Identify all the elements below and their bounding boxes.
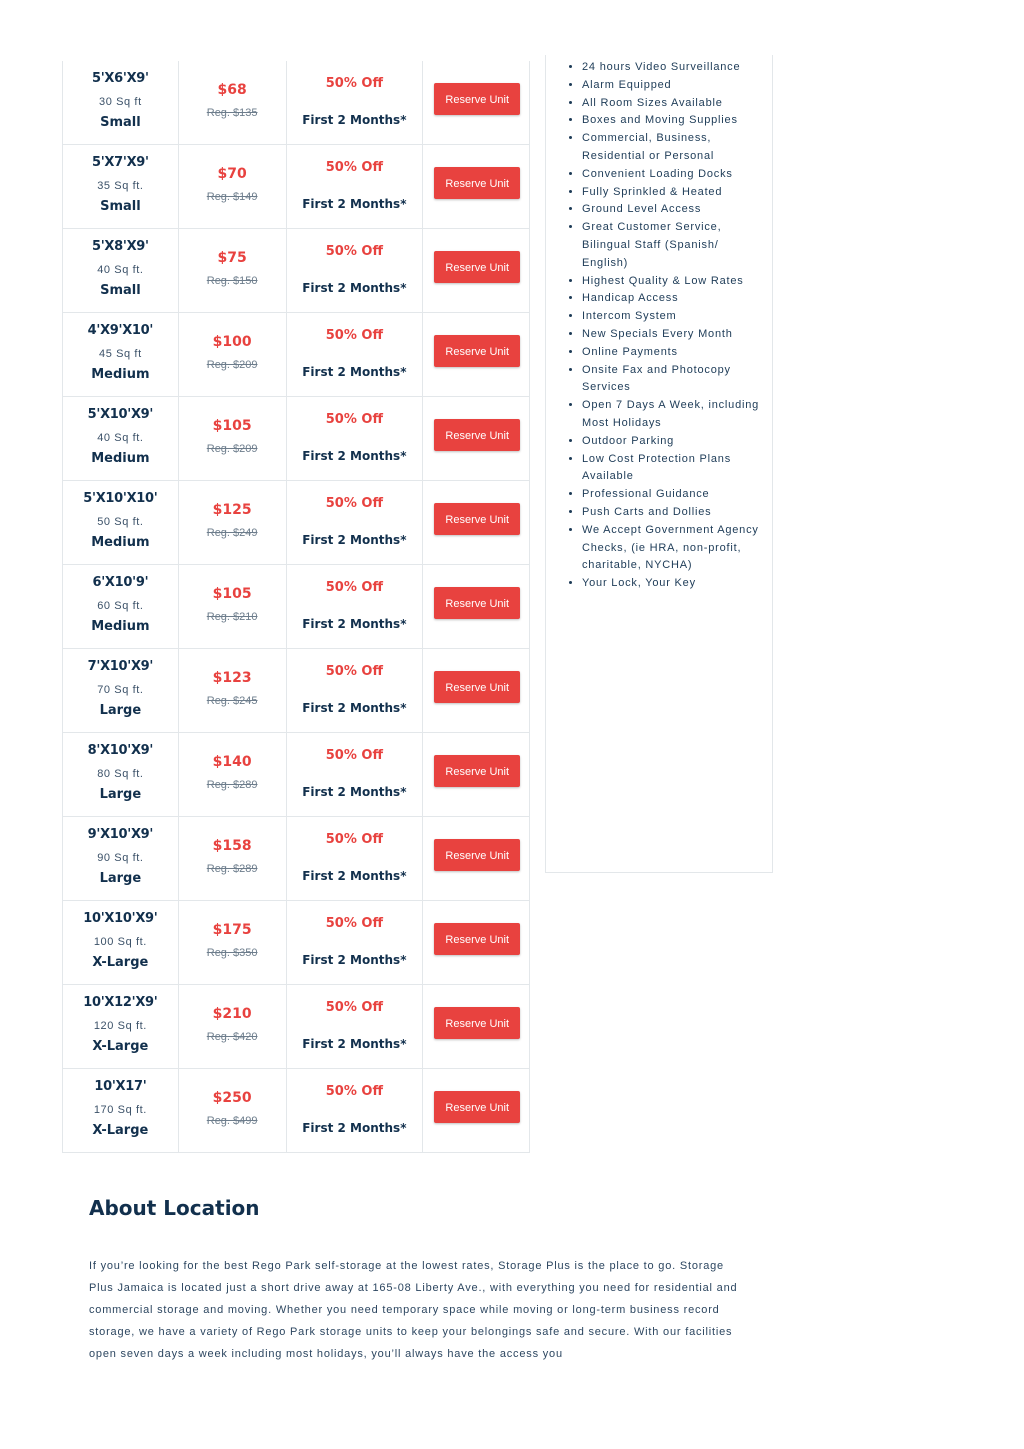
unit-size-cell <box>63 397 179 480</box>
unit-price: $105 <box>212 586 252 602</box>
unit-size-cell <box>63 481 179 564</box>
unit-category: Large <box>99 871 142 886</box>
unit-dimensions: 4'X9'X10' <box>87 323 154 338</box>
unit-promo-cell <box>287 985 424 1068</box>
unit-price: $125 <box>212 502 252 518</box>
feature-item: • Onsite Fax and Photocopy Services <box>582 362 772 398</box>
feature-item: • Professional Guidance <box>582 486 772 504</box>
unit-promo-duration: First 2 Months* <box>302 365 407 379</box>
unit-square-feet: 35 Sq ft. <box>97 180 144 192</box>
unit-dimensions: 7'X10'X9' <box>87 659 154 674</box>
unit-row <box>62 649 530 733</box>
feature-item: • Low Cost Protection Plans Available <box>582 451 772 487</box>
unit-price: $70 <box>217 166 247 182</box>
reserve-unit-button[interactable]: Reserve Unit <box>434 839 520 871</box>
unit-row <box>62 733 530 817</box>
unit-promo-cell <box>287 817 424 900</box>
unit-row <box>62 229 530 313</box>
unit-promo-duration: First 2 Months* <box>302 449 407 463</box>
unit-discount: 50% Off <box>325 916 383 931</box>
unit-price-cell <box>179 733 287 816</box>
unit-square-feet: 100 Sq ft. <box>93 936 147 948</box>
unit-action-cell <box>423 901 530 984</box>
feature-item: • Open 7 Days A Week, including Most Holidays <box>582 397 772 433</box>
unit-discount: 50% Off <box>325 1000 383 1015</box>
unit-size-cell <box>63 229 179 312</box>
unit-action-cell <box>423 397 530 480</box>
unit-size-cell <box>63 817 179 900</box>
unit-price-cell <box>179 565 287 648</box>
about-text: If you’re looking for the best Rego Park self-storage at the lowest rates, Storage Plus is the place to go. Storage Plus Jamaica is located just a short drive away at 165-08 Liberty Ave., with everything you need for residential and commercial storage and moving. Whether you need temporary space while moving or long-term business record storage, we have a variety of Rego Park storage units to keep your belongings safe and secure. With our facilities open seven days a week including most holidays, you’ll always have the access you <box>89 1260 738 1360</box>
features-panel <box>545 55 773 873</box>
unit-category: Large <box>99 787 142 802</box>
unit-square-feet: 40 Sq ft. <box>97 432 144 444</box>
unit-promo-cell <box>287 313 424 396</box>
unit-square-feet: 170 Sq ft. <box>93 1104 147 1116</box>
unit-size-cell <box>63 313 179 396</box>
unit-row <box>62 145 530 229</box>
unit-action-cell <box>423 313 530 396</box>
unit-promo-duration: First 2 Months* <box>302 701 407 715</box>
unit-price: $175 <box>212 922 252 938</box>
unit-row <box>62 397 530 481</box>
unit-action-cell <box>423 481 530 564</box>
unit-promo-duration: First 2 Months* <box>302 617 407 631</box>
unit-category: X-Large <box>92 1039 149 1054</box>
unit-size-cell <box>63 1069 179 1152</box>
unit-dimensions: 5'X6'X9' <box>92 71 149 86</box>
unit-dimensions: 6'X10'9' <box>92 575 149 590</box>
unit-category: X-Large <box>92 1123 149 1138</box>
unit-action-cell <box>423 985 530 1068</box>
unit-price: $100 <box>212 334 252 350</box>
unit-row <box>62 565 530 649</box>
unit-square-feet: 80 Sq ft. <box>97 768 144 780</box>
unit-price-cell <box>179 229 287 312</box>
unit-promo-cell <box>287 481 424 564</box>
unit-price: $158 <box>212 838 252 854</box>
unit-promo-cell <box>287 565 424 648</box>
unit-square-feet: 60 Sq ft. <box>97 600 144 612</box>
unit-price: $68 <box>217 82 247 98</box>
unit-size-cell <box>63 145 179 228</box>
unit-size-cell <box>63 565 179 648</box>
unit-square-feet: 70 Sq ft. <box>97 684 144 696</box>
feature-item: • Alarm Equipped <box>582 77 772 95</box>
unit-action-cell <box>423 733 530 816</box>
unit-action-cell <box>423 565 530 648</box>
unit-square-feet: 45 Sq ft <box>99 348 142 360</box>
feature-item: • Convenient Loading Docks <box>582 166 772 184</box>
unit-promo-duration: First 2 Months* <box>302 197 407 211</box>
unit-row <box>62 481 530 565</box>
unit-promo-duration: First 2 Months* <box>302 1121 407 1135</box>
unit-promo-cell <box>287 229 424 312</box>
feature-item: • Outdoor Parking <box>582 433 772 451</box>
feature-item: • Your Lock, Your Key <box>582 575 772 593</box>
unit-regular-price: Reg. $150 <box>206 275 258 287</box>
unit-row <box>62 61 530 145</box>
unit-category: Small <box>100 115 141 130</box>
unit-promo-duration: First 2 Months* <box>302 1037 407 1051</box>
unit-square-feet: 40 Sq ft. <box>97 264 144 276</box>
reserve-unit-button[interactable]: Reserve Unit <box>434 419 520 451</box>
unit-row <box>62 985 530 1069</box>
unit-category: Small <box>100 199 141 214</box>
unit-square-feet: 90 Sq ft. <box>97 852 144 864</box>
feature-item: • Handicap Access <box>582 290 772 308</box>
unit-square-feet: 120 Sq ft. <box>93 1020 147 1032</box>
unit-dimensions: 5'X10'X10' <box>83 491 158 506</box>
unit-category: X-Large <box>92 955 149 970</box>
reserve-unit-button[interactable]: Reserve Unit <box>434 167 520 199</box>
unit-action-cell <box>423 649 530 732</box>
unit-category: Medium <box>91 535 150 550</box>
reserve-unit-button[interactable]: Reserve Unit <box>434 587 520 619</box>
unit-discount: 50% Off <box>325 664 383 679</box>
unit-discount: 50% Off <box>325 328 383 343</box>
unit-promo-duration: First 2 Months* <box>302 281 407 295</box>
unit-action-cell <box>423 145 530 228</box>
unit-promo-cell <box>287 61 424 144</box>
units-table <box>62 61 530 1153</box>
reserve-unit-button[interactable]: Reserve Unit <box>434 1091 520 1123</box>
unit-action-cell <box>423 61 530 144</box>
unit-regular-price: Reg. $249 <box>206 527 258 539</box>
feature-item: • New Specials Every Month <box>582 326 772 344</box>
unit-price-cell <box>179 145 287 228</box>
unit-discount: 50% Off <box>325 76 383 91</box>
unit-size-cell <box>63 733 179 816</box>
unit-price: $105 <box>212 418 252 434</box>
unit-action-cell <box>423 1069 530 1152</box>
unit-price: $75 <box>217 250 247 266</box>
feature-item: • We Accept Government Agency Checks, (ie HRA, non-profit, charitable, NYCHA) <box>582 522 772 575</box>
unit-square-feet: 30 Sq ft <box>99 96 142 108</box>
unit-dimensions: 10'X12'X9' <box>83 995 158 1010</box>
unit-dimensions: 10'X10'X9' <box>83 911 158 926</box>
reserve-unit-button[interactable]: Reserve Unit <box>434 923 520 955</box>
unit-price: $210 <box>212 1006 252 1022</box>
unit-category: Medium <box>91 619 150 634</box>
unit-row <box>62 313 530 397</box>
unit-price: $140 <box>212 754 252 770</box>
unit-regular-price: Reg. $149 <box>206 191 258 203</box>
unit-size-cell <box>63 61 179 144</box>
unit-regular-price: Reg. $135 <box>206 107 258 119</box>
unit-price-cell <box>179 649 287 732</box>
feature-item: • Fully Sprinkled & Heated <box>582 184 772 202</box>
unit-regular-price: Reg. $210 <box>206 611 258 623</box>
unit-price-cell <box>179 901 287 984</box>
unit-category: Small <box>100 283 141 298</box>
unit-action-cell <box>423 817 530 900</box>
unit-regular-price: Reg. $209 <box>206 443 258 455</box>
unit-price-cell <box>179 313 287 396</box>
reserve-unit-button[interactable]: Reserve Unit <box>434 83 520 115</box>
unit-size-cell <box>63 985 179 1068</box>
unit-dimensions: 5'X8'X9' <box>92 239 149 254</box>
feature-item: • Online Payments <box>582 344 772 362</box>
unit-size-cell <box>63 901 179 984</box>
unit-regular-price: Reg. $289 <box>206 863 258 875</box>
unit-price-cell <box>179 481 287 564</box>
unit-regular-price: Reg. $350 <box>206 947 258 959</box>
unit-regular-price: Reg. $420 <box>206 1031 258 1043</box>
unit-square-feet: 50 Sq ft. <box>97 516 144 528</box>
unit-regular-price: Reg. $289 <box>206 779 258 791</box>
feature-item: • 24 hours Video Surveillance <box>582 59 772 77</box>
features-list <box>546 55 772 593</box>
unit-price-cell <box>179 1069 287 1152</box>
unit-regular-price: Reg. $245 <box>206 695 258 707</box>
unit-dimensions: 9'X10'X9' <box>87 827 154 842</box>
about-title: About Location <box>89 1196 260 1220</box>
feature-item: • Great Customer Service, Bilingual Staff (Spanish/ English) <box>582 219 772 272</box>
unit-discount: 50% Off <box>325 580 383 595</box>
unit-category: Medium <box>91 451 150 466</box>
unit-dimensions: 5'X7'X9' <box>92 155 149 170</box>
feature-item: • Commercial, Business, Residential or Personal <box>582 130 772 166</box>
reserve-unit-button[interactable]: Reserve Unit <box>434 1007 520 1039</box>
feature-item: • Boxes and Moving Supplies <box>582 112 772 130</box>
unit-price-cell <box>179 61 287 144</box>
unit-promo-cell <box>287 901 424 984</box>
unit-price: $250 <box>212 1090 252 1106</box>
unit-promo-cell <box>287 1069 424 1152</box>
unit-size-cell <box>63 649 179 732</box>
feature-item: • All Room Sizes Available <box>582 95 772 113</box>
unit-discount: 50% Off <box>325 748 383 763</box>
unit-promo-duration: First 2 Months* <box>302 113 407 127</box>
unit-promo-duration: First 2 Months* <box>302 953 407 967</box>
unit-promo-cell <box>287 145 424 228</box>
unit-promo-duration: First 2 Months* <box>302 785 407 799</box>
unit-row <box>62 901 530 985</box>
unit-discount: 50% Off <box>325 412 383 427</box>
unit-promo-duration: First 2 Months* <box>302 533 407 547</box>
feature-item: • Highest Quality & Low Rates <box>582 273 772 291</box>
unit-promo-duration: First 2 Months* <box>302 869 407 883</box>
unit-regular-price: Reg. $209 <box>206 359 258 371</box>
feature-item: • Push Carts and Dollies <box>582 504 772 522</box>
unit-discount: 50% Off <box>325 832 383 847</box>
unit-category: Large <box>99 703 142 718</box>
unit-promo-cell <box>287 397 424 480</box>
reserve-unit-button[interactable]: Reserve Unit <box>434 251 520 283</box>
unit-discount: 50% Off <box>325 1084 383 1099</box>
unit-promo-cell <box>287 733 424 816</box>
unit-dimensions: 5'X10'X9' <box>87 407 154 422</box>
unit-discount: 50% Off <box>325 160 383 175</box>
unit-price-cell <box>179 397 287 480</box>
unit-action-cell <box>423 229 530 312</box>
unit-dimensions: 10'X17' <box>94 1079 147 1094</box>
reserve-unit-button[interactable]: Reserve Unit <box>434 335 520 367</box>
unit-row <box>62 817 530 901</box>
unit-price: $123 <box>212 670 252 686</box>
unit-discount: 50% Off <box>325 496 383 511</box>
unit-regular-price: Reg. $499 <box>206 1115 258 1127</box>
unit-dimensions: 8'X10'X9' <box>87 743 154 758</box>
unit-promo-cell <box>287 649 424 732</box>
feature-item: • Intercom System <box>582 308 772 326</box>
reserve-unit-button[interactable]: Reserve Unit <box>434 671 520 703</box>
unit-price-cell <box>179 817 287 900</box>
unit-category: Medium <box>91 367 150 382</box>
unit-discount: 50% Off <box>325 244 383 259</box>
unit-price-cell <box>179 985 287 1068</box>
reserve-unit-button[interactable]: Reserve Unit <box>434 755 520 787</box>
feature-item: • Ground Level Access <box>582 201 772 219</box>
reserve-unit-button[interactable]: Reserve Unit <box>434 503 520 535</box>
unit-row <box>62 1069 530 1153</box>
